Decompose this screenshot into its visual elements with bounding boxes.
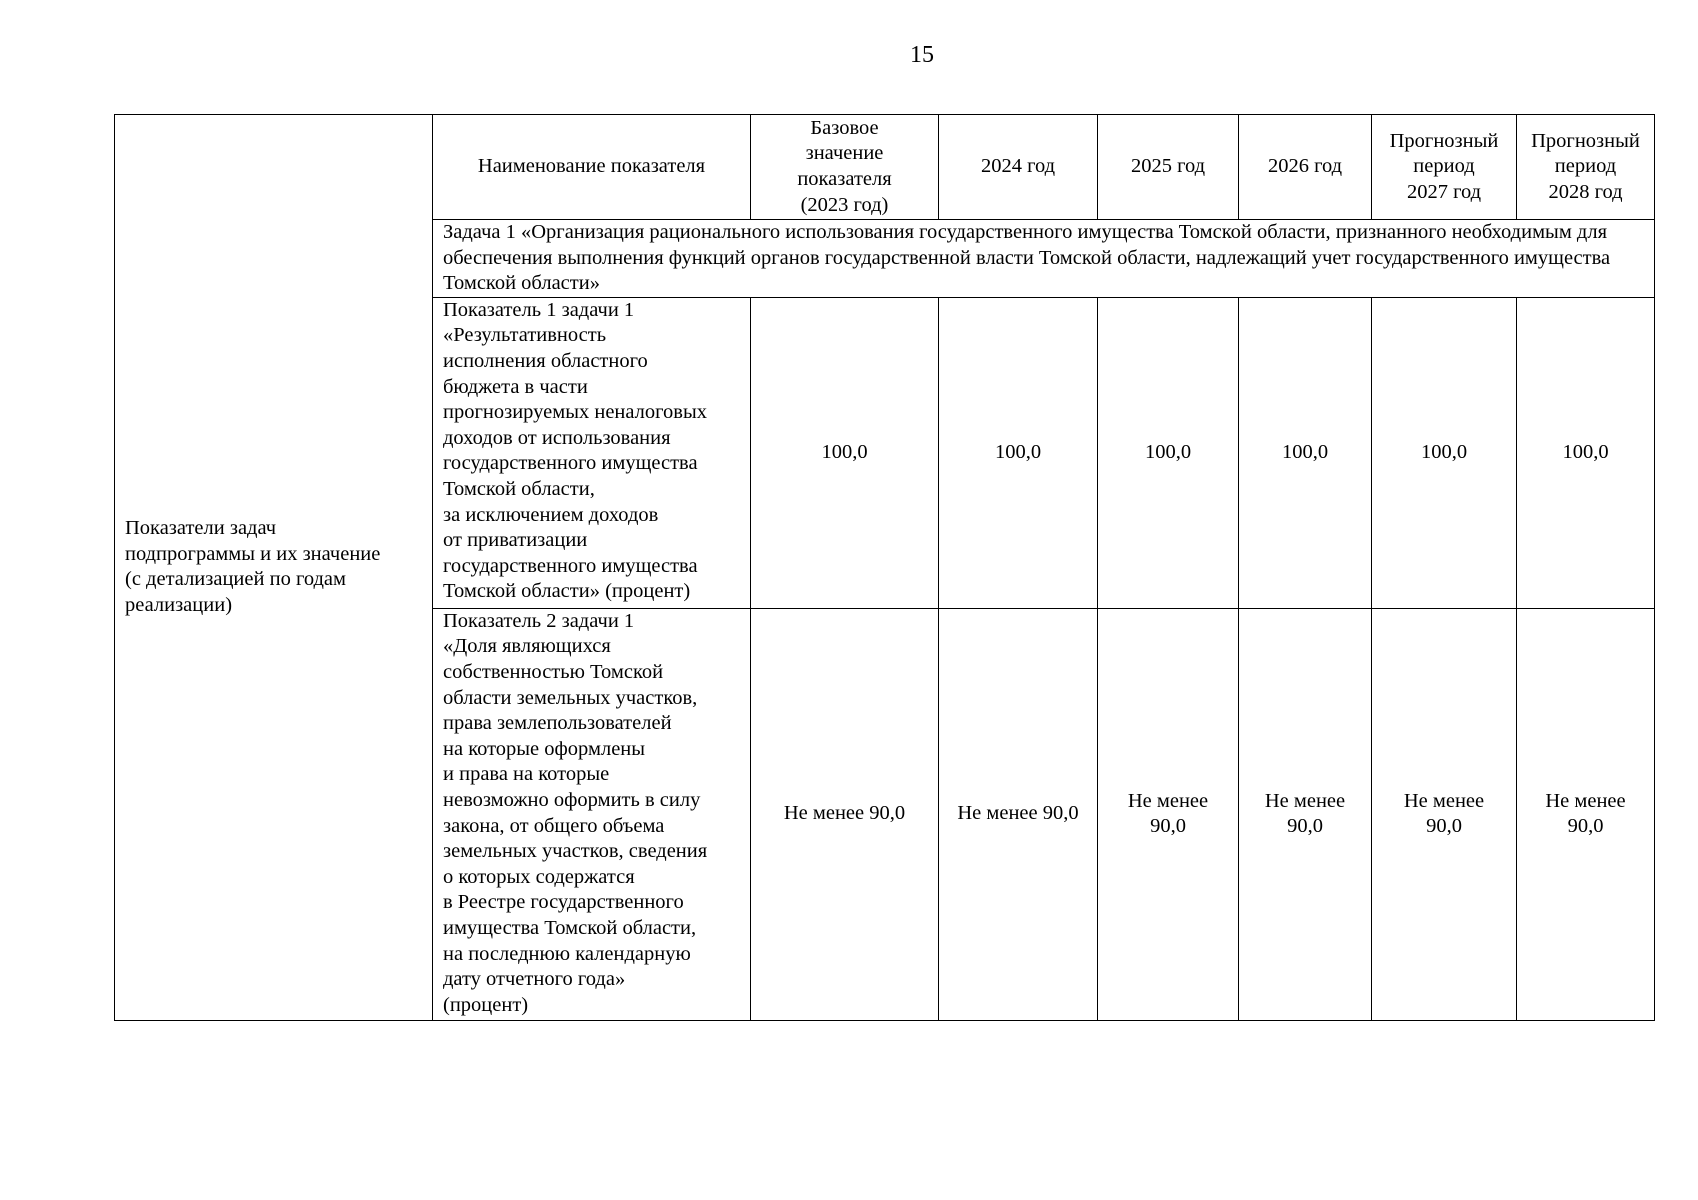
header-base-value: Базовое значение показателя (2023 год) xyxy=(751,115,939,220)
indicator-2-base: Не менее 90,0 xyxy=(751,608,939,1020)
header-forecast-2027: Прогнозный период 2027 год xyxy=(1372,115,1517,220)
indicator-1-name: Показатель 1 задачи 1 «Результативность исполнения областного бюджета в части прогнозируемых неналоговых доходов от использования государственного имущества Томской области, за исключением доходов от приватизации государственного имущества Томской области» (процент) xyxy=(433,297,751,608)
indicator-1-2025: 100,0 xyxy=(1098,297,1239,608)
table-header-row xyxy=(115,115,1655,220)
indicator-2-2026: Не менее 90,0 xyxy=(1239,608,1372,1020)
header-year-2026: 2026 год xyxy=(1239,115,1372,220)
header-forecast-2028: Прогнозный период 2028 год xyxy=(1517,115,1655,220)
header-year-2024: 2024 год xyxy=(939,115,1098,220)
header-indicator-name: Наименование показателя xyxy=(433,115,751,220)
indicator-1-2028: 100,0 xyxy=(1517,297,1655,608)
indicator-2-2028: Не менее 90,0 xyxy=(1517,608,1655,1020)
indicator-1-2027: 100,0 xyxy=(1372,297,1517,608)
page-number: 15 xyxy=(910,42,934,68)
indicator-1-2026: 100,0 xyxy=(1239,297,1372,608)
section-label: Показатели задач подпрограммы и их значение (с детализацией по годам реализации) xyxy=(115,115,433,1021)
task-title: Задача 1 «Организация рационального использования государственного имущества Томской области, признанного необходимым для обеспечения выполнения функций органов государственной власти Томской области, надлежащий учет государственного имущества Томской области» xyxy=(433,220,1655,298)
indicator-2-2025: Не менее 90,0 xyxy=(1098,608,1239,1020)
page-number-container xyxy=(0,40,1698,70)
indicators-table xyxy=(114,114,1655,1021)
indicator-2-2027: Не менее 90,0 xyxy=(1372,608,1517,1020)
indicator-2-2024: Не менее 90,0 xyxy=(939,608,1098,1020)
indicator-1-2024: 100,0 xyxy=(939,297,1098,608)
indicator-1-base: 100,0 xyxy=(751,297,939,608)
indicator-2-name: Показатель 2 задачи 1 «Доля являющихся собственностью Томской области земельных участков, права землепользователей на которые оформлены и права на которые невозможно оформить в силу закона, от общего объема земельных участков, сведения о которых содержатся в Реестре государственного имущества Томской области, на последнюю календарную дату отчетного года» (процент) xyxy=(433,608,751,1020)
header-year-2025: 2025 год xyxy=(1098,115,1239,220)
